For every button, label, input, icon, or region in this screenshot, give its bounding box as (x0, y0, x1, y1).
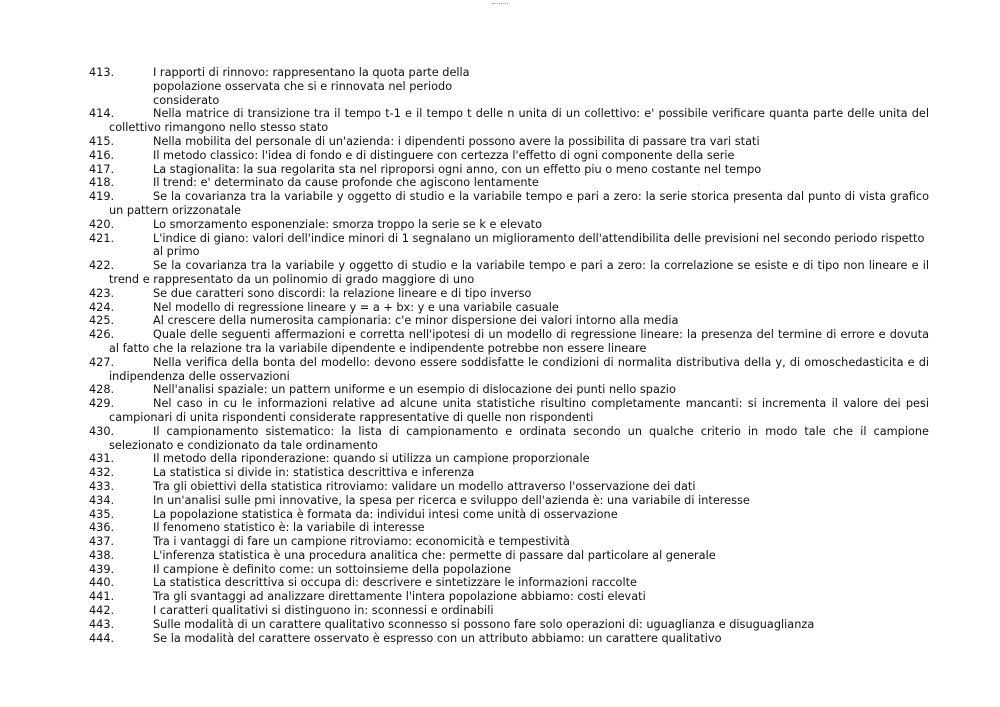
item-text: I rapporti di rinnovo: rappresentano la quota parte della popolazione osservata che si e rinnovata nel periodo considerato (153, 66, 470, 107)
item-text: Il campionamento sistematico: la lista di campionamento e ordinata secondo un qualche criterio in modo tale che il campione selezionato e condizionato da tale ordinamento (109, 424, 929, 452)
item-text: Tra i vantaggi di fare un campione ritroviamo: economicità e tempestività (153, 535, 570, 549)
list-item-441 (89, 590, 929, 604)
list-item-416 (89, 149, 929, 163)
item-text: La statistica descrittiva si occupa di: descrivere e sintetizzare le informazioni raccolte (153, 576, 637, 590)
item-number: 416. (89, 148, 115, 162)
item-number: 430. (89, 424, 115, 438)
list-item-438 (89, 549, 929, 563)
item-text: Quale delle seguenti affermazioni e corretta nell'ipotesi di un modello di regressione lineare: la presenza del termine di errore e dovuta al fatto che la relazione tra la variabile dipendente e indipendente potrebbe non essere lineare (109, 328, 929, 355)
item-text: Il fenomeno statistico è: la variabile di interesse (153, 521, 425, 535)
item-number: 417. (89, 162, 115, 176)
list-item-418 (89, 176, 929, 190)
item-number: 438. (89, 548, 115, 562)
item-text: Sulle modalità di un carattere qualitativo sconnesso si possono fare solo operazioni di: uguaglianza e disuguaglianza (153, 617, 815, 631)
list-item-444 (89, 632, 929, 646)
list-item-431 (89, 452, 929, 466)
list-item-423 (89, 287, 929, 301)
item-text: Nel modello di regressione lineare y = a + bx: y e una variabile casuale (153, 300, 559, 314)
list-item-415 (89, 135, 929, 149)
item-number: 431. (89, 452, 115, 466)
page-header-mark (492, 0, 508, 4)
list-item-420 (89, 218, 929, 232)
item-text: La popolazione statistica è formata da: individui intesi come unità di osservazione (153, 507, 618, 521)
list-item-414 (89, 107, 929, 135)
list-item-436 (89, 521, 929, 535)
item-text: L'inferenza statistica è una procedura analitica che: permette di passare dal particolare al generale (153, 548, 716, 562)
item-text: Se la covarianza tra la variabile y oggetto di studio e la variabile tempo e pari a zero: la serie storica presenta dal punto di vista grafico un pattern orizzonatale (109, 190, 929, 217)
item-number: 429. (89, 397, 115, 411)
list-item-443 (89, 618, 929, 632)
list-item-429 (89, 397, 929, 425)
item-text: Se la modalità del carattere osservato è espresso con un attributo abbiamo: un carattere qualitativo (153, 631, 722, 645)
list-item-427 (89, 356, 929, 384)
item-text: Il trend: e' determinato da cause profonde che agiscono lentamente (153, 176, 539, 190)
item-number: 441. (89, 590, 115, 604)
item-number: 435. (89, 507, 115, 521)
item-text: Lo smorzamento esponenziale: smorza troppo la serie se k e elevato (153, 217, 542, 231)
item-text: Tra gli obiettivi della statistica ritroviamo: validare un modello attraverso l'osservazione dei dati (153, 479, 696, 493)
list-item-430 (89, 425, 929, 453)
list-item-432 (89, 466, 929, 480)
item-text: Al crescere della numerosita campionaria: c'e minor dispersione dei valori intorno alla media (153, 314, 679, 328)
item-number: 418. (89, 176, 115, 190)
list-item-419 (89, 190, 929, 218)
list-item-439 (89, 563, 929, 577)
item-number: 421. (89, 231, 115, 245)
item-number: 432. (89, 466, 115, 480)
list-item-417 (89, 163, 929, 177)
list-item-434 (89, 494, 929, 508)
item-text: I caratteri qualitativi si distinguono in: sconnessi e ordinabili (153, 604, 494, 618)
list-item-424 (89, 301, 929, 315)
list-item-428 (89, 383, 929, 397)
list-item-437 (89, 535, 929, 549)
item-number: 415. (89, 134, 115, 148)
item-number: 426. (89, 328, 115, 342)
item-text: Se la covarianza tra la variabile y oggetto di studio e la variabile tempo e pari a zero: la correlazione se esiste e di tipo non lineare e il trend e rappresentato da un polinomio di grado maggiore di uno (109, 259, 929, 286)
item-number: 423. (89, 286, 115, 300)
item-number: 420. (89, 217, 115, 231)
item-number: 433. (89, 479, 115, 493)
item-number: 436. (89, 521, 115, 535)
item-number: 414. (89, 107, 115, 121)
list-item-425 (89, 314, 929, 328)
item-number: 439. (89, 562, 115, 576)
list-item-440 (89, 576, 929, 590)
item-text: Nella verifica della bonta del modello: devono essere soddisfatte le condizioni di normalita distributiva della y, di omoschedasticita e di indipendenza delle osservazioni (109, 355, 929, 383)
list-item-433 (89, 480, 929, 494)
list-item-442 (89, 604, 929, 618)
list-item-422 (89, 259, 929, 287)
item-text: Se due caratteri sono discordi: la relazione lineare e di tipo inverso (153, 286, 532, 300)
item-text: La stagionalita: la sua regolarita sta nel riproporsi ogni anno, con un effetto piu o meno costante nel tempo (153, 162, 762, 176)
list-item-435 (89, 508, 929, 522)
item-text: La statistica si divide in: statistica descrittiva e inferenza (153, 466, 475, 480)
item-number: 428. (89, 383, 115, 397)
list-item-413 (89, 66, 929, 107)
item-text: Nella mobilita del personale di un'azienda: i dipendenti possono avere la possibilita di passare tra vari stati (153, 134, 760, 148)
item-number: 424. (89, 300, 115, 314)
item-number: 437. (89, 535, 115, 549)
item-text: Nell'analisi spaziale: un pattern uniforme e un esempio di dislocazione dei punti nello spazio (153, 383, 676, 397)
item-text: Il metodo classico: l'idea di fondo e di distinguere con certezza l'effetto di ogni componente della serie (153, 148, 735, 162)
item-number: 434. (89, 493, 115, 507)
item-text: Tra gli svantaggi ad analizzare direttamente l'intera popolazione abbiamo: costi elevati (153, 590, 646, 604)
item-number: 444. (89, 631, 115, 645)
item-text: Il campione è definito come: un sottoinsieme della popolazione (153, 562, 512, 576)
item-text: Il metodo della riponderazione: quando si utilizza un campione proporzionale (153, 452, 590, 466)
list-item-421 (89, 232, 929, 260)
item-number: 425. (89, 314, 115, 328)
item-number: 443. (89, 617, 115, 631)
item-text: Nel caso in cu le informazioni relative ad alcune unita statistiche risultino completamente mancanti: si incrementa il valore dei pesi campionari di unita rispondenti considerate rappresentative di quelle non rispondenti (109, 397, 929, 424)
item-number: 419. (89, 190, 115, 204)
item-number: 442. (89, 604, 115, 618)
item-number: 427. (89, 355, 115, 369)
item-text: L'indice di giano: valori dell'indice minori di 1 segnalano un miglioramento dell'attendibilita delle previsioni nel secondo periodo rispetto al primo (153, 231, 925, 259)
item-text: Nella matrice di transizione tra il tempo t-1 e il tempo t delle n unita di un collettivo: e' possibile verificare quanta parte delle unita del collettivo rimangono nello stesso stato (109, 107, 929, 135)
item-number: 422. (89, 259, 115, 273)
numbered-answer-list (89, 66, 929, 645)
item-number: 413. (89, 66, 115, 79)
list-item-426 (89, 328, 929, 356)
item-number: 440. (89, 576, 115, 590)
item-text: In un'analisi sulle pmi innovative, la spesa per ricerca e sviluppo dell'azienda è: una variabile di interesse (153, 493, 750, 507)
